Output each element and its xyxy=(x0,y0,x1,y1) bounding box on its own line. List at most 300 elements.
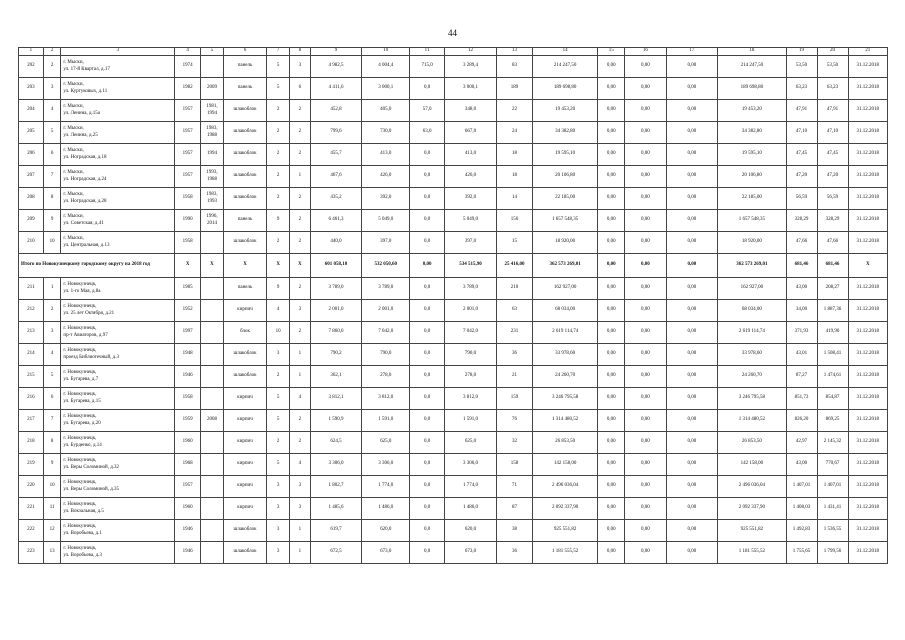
table-cell: 0,00 xyxy=(666,100,718,122)
table-cell: 426,0 xyxy=(445,166,497,188)
table-cell: 0,0 xyxy=(409,278,444,300)
table-cell: 3 812,0 xyxy=(445,388,497,410)
table-cell: 392,0 xyxy=(362,188,410,210)
table-cell: 0,00 xyxy=(666,366,718,388)
table-cell: 2 001,0 xyxy=(310,300,362,322)
table-cell: 3 812,0 xyxy=(362,388,410,410)
table-cell: 1957 xyxy=(175,100,201,122)
table-cell: 1 407,01 xyxy=(786,476,817,498)
table-cell: 7 xyxy=(43,166,61,188)
table-cell: панель xyxy=(223,210,266,232)
table-cell: 0,00 xyxy=(598,322,625,344)
table-cell: 31.12.2018 xyxy=(848,300,887,322)
table-cell: 1 xyxy=(290,520,311,542)
table-row xyxy=(19,542,888,564)
table-cell: 2 xyxy=(43,56,61,78)
table-cell: 31.12.2018 xyxy=(848,144,887,166)
table-cell: 9 xyxy=(43,454,61,476)
table-cell: 215 xyxy=(19,366,44,388)
table-cell: 3 xyxy=(290,300,311,322)
table-cell xyxy=(201,278,224,300)
table-cell: 0,00 xyxy=(666,78,718,100)
table-cell: кирпич xyxy=(223,454,266,476)
address-street: ул. Ноградская, д.24 xyxy=(63,176,107,182)
table-row xyxy=(19,56,888,78)
table-cell: 221 xyxy=(19,498,44,520)
table-cell: 3 000,1 xyxy=(362,78,410,100)
total-cell: 534 515,90 xyxy=(445,254,497,278)
address-street: ул. Ноградская, д.28 xyxy=(63,198,107,204)
table-cell: 34 382,80 xyxy=(718,122,786,144)
table-cell: 0,0 xyxy=(409,520,444,542)
address-street: ул. Куртуковых, д.11 xyxy=(63,88,108,94)
table-cell: блок xyxy=(223,322,266,344)
table-cell: 667,0 xyxy=(445,122,497,144)
table-cell: 2 xyxy=(290,188,311,210)
table-cell: 925 551,82 xyxy=(533,520,598,542)
table-cell: 2 092 337,90 xyxy=(533,498,598,520)
address-city: г. Новокузнецк, xyxy=(63,502,97,508)
table-cell: 2 092 337,90 xyxy=(718,498,786,520)
table-cell: 2 145,32 xyxy=(817,432,848,454)
address-street: пр-т Авиаторов, д.97 xyxy=(63,332,108,338)
table-cell: 1 799,56 xyxy=(817,542,848,564)
address-cell xyxy=(61,122,175,144)
table-cell: 730,0 xyxy=(362,122,410,144)
table-cell: 0,00 xyxy=(666,188,718,210)
table-cell: 38 xyxy=(496,520,532,542)
address-city: г. Новокузнецк, xyxy=(63,326,97,332)
table-cell: 34,00 xyxy=(786,300,817,322)
table-row xyxy=(19,144,888,166)
table-cell: 214 247,50 xyxy=(533,56,598,78)
table-cell: 1952 xyxy=(175,300,201,322)
table-cell: 2 496 036,04 xyxy=(718,476,786,498)
address-city: г. Новокузнецк, xyxy=(63,458,97,464)
table-cell: 211 xyxy=(19,278,44,300)
table-cell: 3 000,1 xyxy=(445,78,497,100)
table-cell: 419,90 xyxy=(817,322,848,344)
table-cell: 83 xyxy=(496,56,532,78)
table-cell: 1 474,61 xyxy=(817,366,848,388)
table-cell: 36 xyxy=(496,542,532,564)
table-cell: 8 xyxy=(43,188,61,210)
table-cell: 210 xyxy=(496,278,532,300)
address-street: ул. Бугарева, д.15 xyxy=(63,398,101,404)
table-cell: 213 xyxy=(19,322,44,344)
table-cell: 426,0 xyxy=(362,166,410,188)
address-cell xyxy=(61,410,175,432)
table-cell: 2 001,0 xyxy=(362,300,410,322)
table-body xyxy=(19,48,888,564)
table-row xyxy=(19,476,888,498)
address-cell xyxy=(61,476,175,498)
table-cell: 4 982,5 xyxy=(310,56,362,78)
table-cell: 328,29 xyxy=(786,210,817,232)
table-cell: 770,67 xyxy=(817,454,848,476)
table-cell: 57,0 xyxy=(409,100,444,122)
table-cell: 3 789,0 xyxy=(362,278,410,300)
table-cell: 392,0 xyxy=(445,188,497,210)
header-cell: 21 xyxy=(848,48,887,56)
table-cell: 0,00 xyxy=(598,476,625,498)
table-cell: 2 xyxy=(290,322,311,344)
table-cell: 0,00 xyxy=(598,144,625,166)
table-cell: 1948 xyxy=(175,344,201,366)
total-cell: 601 058,10 xyxy=(310,254,362,278)
table-cell: 1990 xyxy=(175,210,201,232)
table-cell: 1985 xyxy=(175,278,201,300)
address-street: ул. Бугарева, д.7 xyxy=(63,376,99,382)
table-cell: 3 xyxy=(267,520,290,542)
address-street: ул. Бурденко, д.14 xyxy=(63,442,102,448)
header-cell: 10 xyxy=(362,48,410,56)
table-cell: 20 106,80 xyxy=(533,166,598,188)
table-cell: 8 xyxy=(43,432,61,454)
table-cell: 620,0 xyxy=(362,520,410,542)
table-cell xyxy=(201,454,224,476)
table-cell: шлакоблок xyxy=(223,344,266,366)
table-cell: 0,0 xyxy=(409,542,444,564)
table-cell: 0,00 xyxy=(666,520,718,542)
table-cell: 71 xyxy=(496,476,532,498)
table-cell: 212 xyxy=(19,300,44,322)
table-cell: 1983, 1993 xyxy=(201,188,224,210)
table-cell: 5 xyxy=(267,78,290,100)
address-cell xyxy=(61,542,175,564)
total-cell: X xyxy=(201,254,224,278)
total-cell: 532 050,60 xyxy=(362,254,410,278)
table-cell: 142 158,00 xyxy=(533,454,598,476)
table-cell: 202 xyxy=(19,56,44,78)
total-cell: 0,00 xyxy=(598,254,625,278)
table-cell: шлакоблок xyxy=(223,166,266,188)
table-cell: 0,00 xyxy=(598,56,625,78)
table-cell: 1974 xyxy=(175,56,201,78)
table-cell: 1 xyxy=(43,278,61,300)
table-cell: 0,00 xyxy=(625,210,666,232)
table-cell: 2008 xyxy=(201,410,224,432)
address-street: ул. Веры Соломиной, д.35 xyxy=(63,486,119,492)
header-cell: 2 xyxy=(43,48,61,56)
table-cell: 435,2 xyxy=(310,188,362,210)
address-city: г. Новокузнецк, xyxy=(63,392,97,398)
table-cell: 18 920,00 xyxy=(718,232,786,254)
table-cell: 5 xyxy=(43,366,61,388)
table-cell: 11 xyxy=(43,498,61,520)
table-cell: 2 xyxy=(267,166,290,188)
table-cell: 142 158,00 xyxy=(718,454,786,476)
table-cell: 214 xyxy=(19,344,44,366)
table-cell: 3 xyxy=(267,476,290,498)
address-cell xyxy=(61,300,175,322)
address-street: ул. Центральная, д.13 xyxy=(63,242,110,248)
table-cell: 7 042,0 xyxy=(445,322,497,344)
table-cell: 43,00 xyxy=(786,278,817,300)
table-cell: 2 xyxy=(267,100,290,122)
table-cell: 3 xyxy=(43,78,61,100)
table-cell: 205 xyxy=(19,122,44,144)
table-cell: 0,00 xyxy=(598,278,625,300)
table-row xyxy=(19,122,888,144)
table-cell: 1996, 2014 xyxy=(201,210,224,232)
table-cell: 3 246 795,58 xyxy=(718,388,786,410)
table-cell: 31.12.2018 xyxy=(848,344,887,366)
table-cell: 3 xyxy=(267,498,290,520)
header-cell: 16 xyxy=(625,48,666,56)
table-cell: 47,10 xyxy=(786,122,817,144)
table-cell: 413,0 xyxy=(445,144,497,166)
address-city: г. Мыски, xyxy=(63,104,84,110)
table-cell: 2 xyxy=(290,144,311,166)
table-cell: 0,00 xyxy=(666,498,718,520)
table-cell: 19 595,10 xyxy=(533,144,598,166)
table-cell: 53,50 xyxy=(786,56,817,78)
header-cell: 3 xyxy=(61,48,175,56)
table-cell: 1946 xyxy=(175,366,201,388)
address-city: г. Новокузнецк, xyxy=(63,414,97,420)
table-row xyxy=(19,78,888,100)
address-city: г. Новокузнецк, xyxy=(63,546,97,552)
table-cell: 0,00 xyxy=(666,210,718,232)
table-cell: 0,00 xyxy=(666,166,718,188)
table-cell: 0,0 xyxy=(409,388,444,410)
table-cell: 0,00 xyxy=(666,56,718,78)
table-cell: 10 xyxy=(267,322,290,344)
housing-table xyxy=(18,47,888,564)
table-cell: 0,0 xyxy=(409,78,444,100)
table-cell: 1 485,6 xyxy=(310,498,362,520)
table-cell: 715,0 xyxy=(409,56,444,78)
table-cell: 189 698,80 xyxy=(718,78,786,100)
table-cell: 3 xyxy=(267,542,290,564)
table-cell: 31.12.2018 xyxy=(848,78,887,100)
table-cell: 1957 xyxy=(175,122,201,144)
address-street: ул. 25 лет Октября, д.21 xyxy=(63,310,115,316)
table-cell: 0,00 xyxy=(598,188,625,210)
table-cell: 68 034,00 xyxy=(718,300,786,322)
table-cell: 624,5 xyxy=(310,432,362,454)
table-cell: 1959 xyxy=(175,410,201,432)
table-cell: 0,00 xyxy=(625,432,666,454)
table-cell: 0,00 xyxy=(598,542,625,564)
total-cell: 362 573 269,01 xyxy=(718,254,786,278)
table-cell: 2 619 114,74 xyxy=(533,322,598,344)
table-cell: 2 xyxy=(290,232,311,254)
table-cell: 6 xyxy=(290,78,311,100)
address-street: ул. Воробьева, д.3 xyxy=(63,552,102,558)
table-cell: 0,00 xyxy=(625,232,666,254)
header-cell: 13 xyxy=(496,48,532,56)
table-cell: 0,00 xyxy=(598,122,625,144)
table-cell: 5 xyxy=(267,454,290,476)
table-cell: 2 xyxy=(43,300,61,322)
table-cell: 31.12.2018 xyxy=(848,454,887,476)
table-cell: 0,00 xyxy=(625,454,666,476)
table-cell: 3 xyxy=(290,498,311,520)
table-cell: 1981, 1994 xyxy=(201,100,224,122)
table-cell: 467,6 xyxy=(310,166,362,188)
total-row xyxy=(19,254,888,278)
table-cell: 0,0 xyxy=(409,144,444,166)
table-cell: 0,00 xyxy=(666,432,718,454)
table-cell: 33 978,60 xyxy=(533,344,598,366)
table-cell: 63,23 xyxy=(817,78,848,100)
table-cell: 455,7 xyxy=(310,144,362,166)
table-cell: 42,97 xyxy=(786,432,817,454)
table-cell: 1960 xyxy=(175,432,201,454)
table-cell: 826,20 xyxy=(786,410,817,432)
table-cell: 1957 xyxy=(175,476,201,498)
table-cell: 3 789,0 xyxy=(445,278,497,300)
table-cell: 673,0 xyxy=(445,542,497,564)
table-cell: 31.12.2018 xyxy=(848,166,887,188)
table-cell: 0,0 xyxy=(409,210,444,232)
table-cell: кирпич xyxy=(223,498,266,520)
table-cell: 0,00 xyxy=(625,542,666,564)
table-row xyxy=(19,432,888,454)
table-cell: 0,00 xyxy=(625,520,666,542)
table-cell: 4 xyxy=(43,344,61,366)
table-cell: 43,00 xyxy=(786,454,817,476)
table-cell: 925 551,82 xyxy=(718,520,786,542)
table-cell: 0,00 xyxy=(666,542,718,564)
table-cell: 0,00 xyxy=(598,520,625,542)
address-city: г. Мыски, xyxy=(63,214,84,220)
total-cell: 681,46 xyxy=(786,254,817,278)
table-cell: 216 xyxy=(19,388,44,410)
total-cell: 25 416,00 xyxy=(496,254,532,278)
table-cell: 0,0 xyxy=(409,166,444,188)
table-cell: 47,20 xyxy=(817,166,848,188)
total-cell: X xyxy=(848,254,887,278)
table-cell: 0,0 xyxy=(409,366,444,388)
table-cell xyxy=(201,56,224,78)
table-cell: 0,0 xyxy=(409,476,444,498)
table-cell: 397,0 xyxy=(445,232,497,254)
table-cell: 220 xyxy=(19,476,44,498)
total-cell: 0,00 xyxy=(625,254,666,278)
table-cell xyxy=(201,344,224,366)
table-cell: 1 802,7 xyxy=(310,476,362,498)
table-cell: 1957 xyxy=(175,166,201,188)
table-cell: 1 407,01 xyxy=(817,476,848,498)
table-cell: шлакоблок xyxy=(223,144,266,166)
table-cell: 0,0 xyxy=(409,454,444,476)
address-cell xyxy=(61,432,175,454)
table-cell: 21 xyxy=(496,366,532,388)
table-cell: 1946 xyxy=(175,542,201,564)
table-cell: панель xyxy=(223,78,266,100)
table-cell: 3 306,0 xyxy=(445,454,497,476)
table-cell: 0,00 xyxy=(598,454,625,476)
table-cell: 6 461,3 xyxy=(310,210,362,232)
total-cell: X xyxy=(267,254,290,278)
table-cell: 397,0 xyxy=(362,232,410,254)
table-cell: 0,0 xyxy=(409,498,444,520)
address-city: г. Мыски, xyxy=(63,236,84,242)
header-cell: 19 xyxy=(786,48,817,56)
table-cell: 32 xyxy=(496,432,532,454)
table-row xyxy=(19,232,888,254)
table-cell xyxy=(201,520,224,542)
table-cell: 63 xyxy=(496,300,532,322)
table-cell: 1958 xyxy=(175,188,201,210)
table-cell: 0,00 xyxy=(625,366,666,388)
table-cell: 3 xyxy=(290,56,311,78)
table-cell: 3 306,0 xyxy=(310,454,362,476)
address-street: проезд Библиотечный, д.3 xyxy=(63,354,119,360)
table-cell: 4 411,6 xyxy=(310,78,362,100)
table-cell: 1 492,83 xyxy=(786,520,817,542)
table-cell: 790,2 xyxy=(310,344,362,366)
table-cell xyxy=(201,542,224,564)
table-cell: 0,00 xyxy=(666,122,718,144)
table-cell: 0,00 xyxy=(625,388,666,410)
table-cell: 10 xyxy=(43,476,61,498)
address-street: ул. Советская, д.41 xyxy=(63,220,104,226)
table-cell: 9 xyxy=(43,210,61,232)
table-cell: 2 xyxy=(267,188,290,210)
table-cell: кирпич xyxy=(223,300,266,322)
table-cell: 24 xyxy=(496,122,532,144)
table-cell: 31.12.2018 xyxy=(848,322,887,344)
table-cell: 2 xyxy=(267,122,290,144)
table-cell: 452,8 xyxy=(310,100,362,122)
table-cell xyxy=(201,322,224,344)
address-cell xyxy=(61,166,175,188)
header-cell: 4 xyxy=(175,48,201,56)
table-cell: 162 927,00 xyxy=(718,278,786,300)
table-cell: 620,0 xyxy=(445,520,497,542)
table-cell: 47,66 xyxy=(786,232,817,254)
table-cell: 2 xyxy=(290,100,311,122)
table-cell xyxy=(201,232,224,254)
header-cell: 18 xyxy=(718,48,786,56)
table-cell: 3 xyxy=(290,476,311,498)
table-row xyxy=(19,366,888,388)
table-cell: 2 619 114,74 xyxy=(718,322,786,344)
address-street: ул. Вокзальная, д.5 xyxy=(63,508,104,514)
table-cell: 0,00 xyxy=(666,232,718,254)
address-street: ул. 1-го Мая, д.8а xyxy=(63,288,101,294)
table-cell: 0,00 xyxy=(666,410,718,432)
table-cell: 1 486,0 xyxy=(362,498,410,520)
address-cell xyxy=(61,344,175,366)
total-label: Итого по Новокузнецкому городскому округу на 2018 год xyxy=(19,254,175,278)
address-cell xyxy=(61,210,175,232)
table-cell: 26 853,50 xyxy=(533,432,598,454)
table-cell: 0,00 xyxy=(666,278,718,300)
table-cell: 1958 xyxy=(175,232,201,254)
table-cell: 2 xyxy=(290,210,311,232)
table-cell: 362,1 xyxy=(310,366,362,388)
address-city: г. Новокузнецк, xyxy=(63,436,97,442)
table-cell: 87,27 xyxy=(786,366,817,388)
table-cell: 203 xyxy=(19,78,44,100)
table-cell: 231 xyxy=(496,322,532,344)
table-cell: 2 xyxy=(290,278,311,300)
table-cell: 87 xyxy=(496,498,532,520)
table-cell: шлакоблок xyxy=(223,188,266,210)
table-cell: шлакоблок xyxy=(223,520,266,542)
header-cell: 9 xyxy=(310,48,362,56)
table-cell: 13 xyxy=(43,542,61,564)
table-cell: 2 xyxy=(267,144,290,166)
table-cell: 219 xyxy=(19,454,44,476)
table-cell: 1 536,55 xyxy=(817,520,848,542)
table-cell: 869,25 xyxy=(817,410,848,432)
